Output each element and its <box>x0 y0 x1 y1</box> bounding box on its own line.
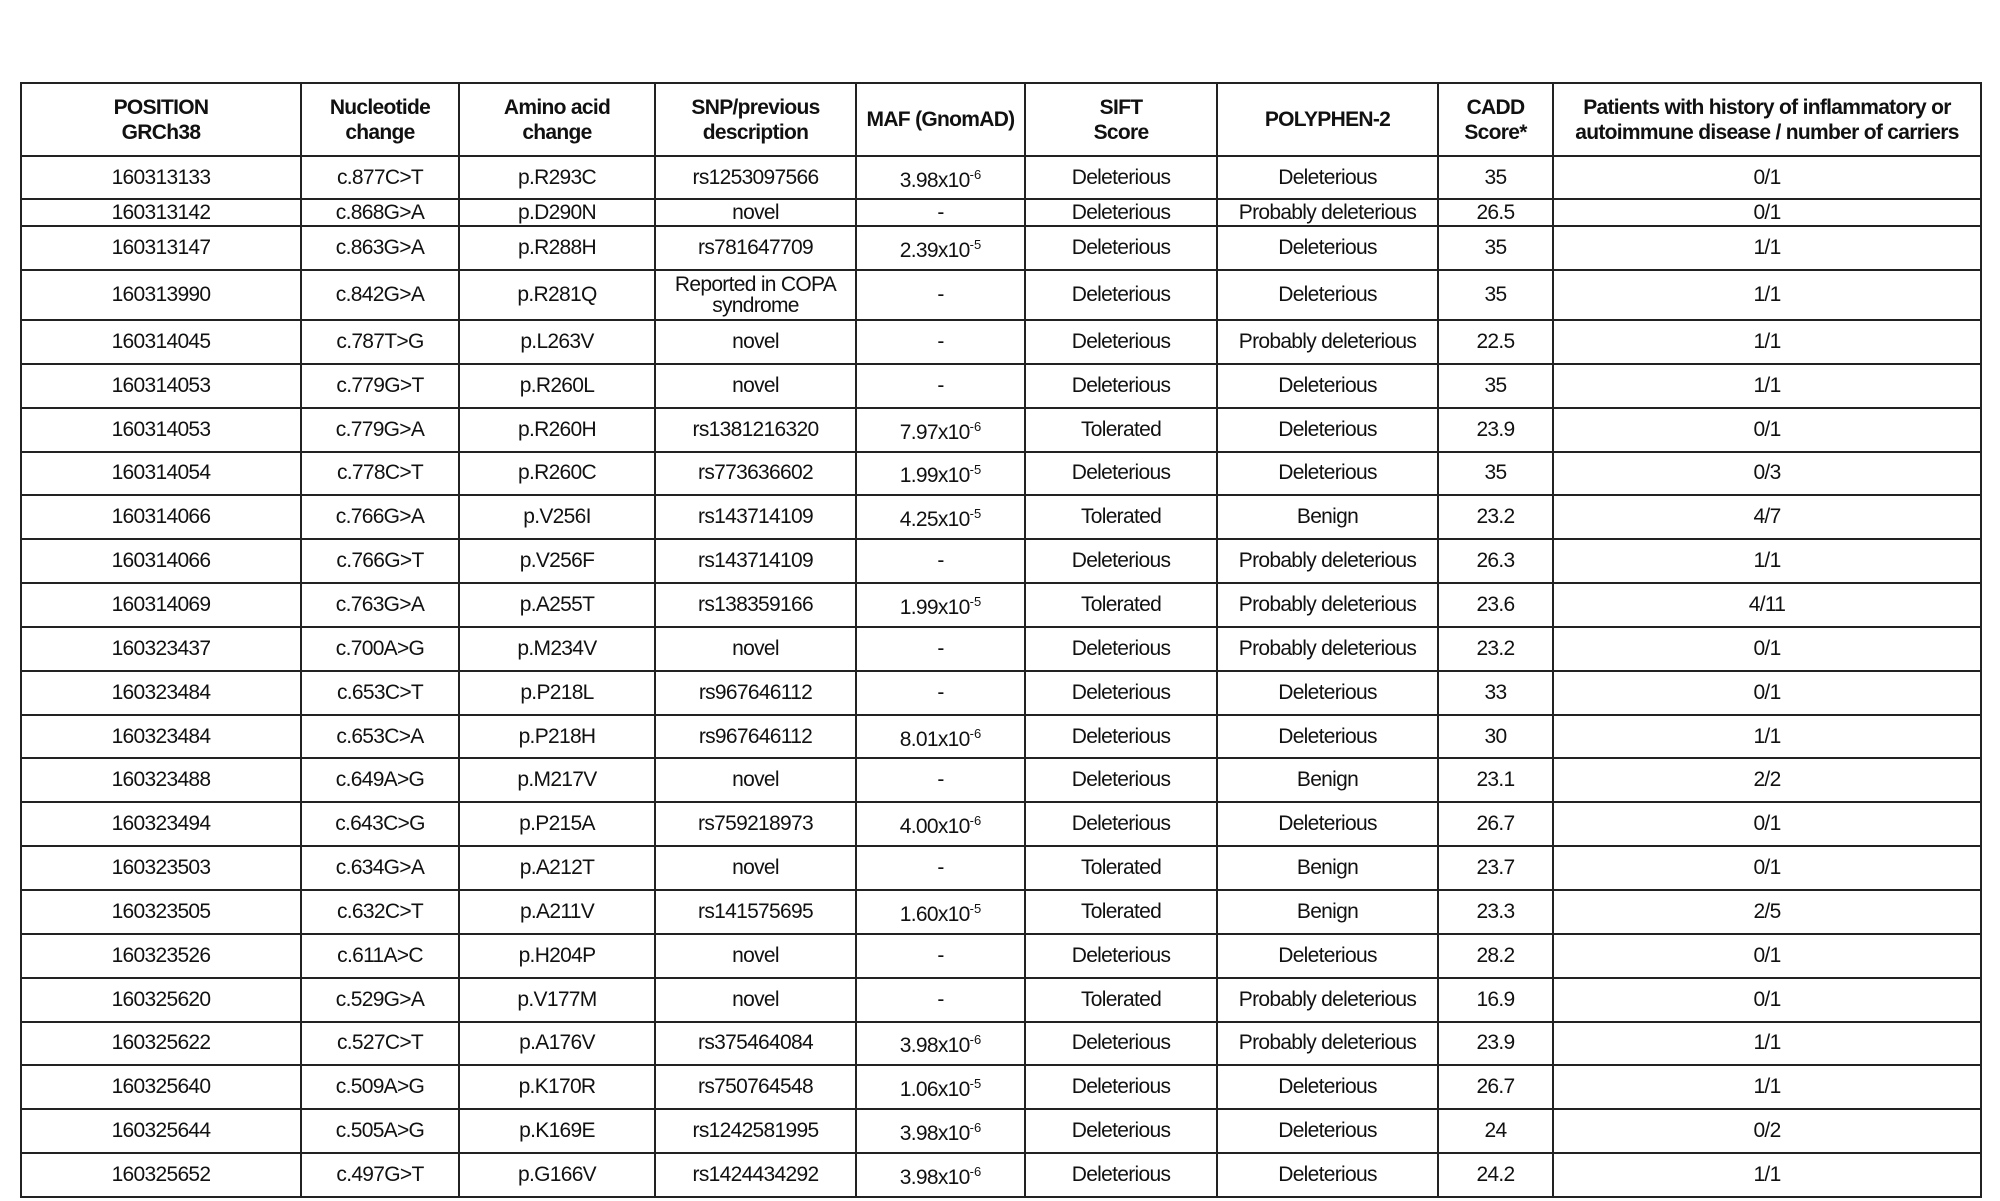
sift-score-cell: Deleterious <box>1025 320 1217 364</box>
maf-cell <box>856 408 1025 452</box>
polyphen-cell: Deleterious <box>1217 1153 1438 1197</box>
snp-description-cell: rs375464084 <box>655 1022 856 1066</box>
patients-cell: 0/1 <box>1553 934 1981 978</box>
nucleotide-change-cell: c.842G>A <box>301 270 459 320</box>
amino-acid-change-cell: p.R260L <box>459 364 655 408</box>
header-patients: Patients with history of inflammatory or autoimmune disease / number of carriers <box>1553 83 1981 156</box>
patients-cell: 1/1 <box>1553 320 1981 364</box>
maf-exponent: -6 <box>969 1032 982 1048</box>
cadd-score-cell: 35 <box>1438 452 1553 496</box>
patients-cell: 1/1 <box>1553 226 1981 270</box>
cadd-score-cell: 23.3 <box>1438 890 1553 934</box>
position-cell: 160313142 <box>21 199 301 226</box>
position-cell: 160313147 <box>21 226 301 270</box>
maf-cell <box>856 715 1025 759</box>
nucleotide-change-cell: c.766G>A <box>301 495 459 539</box>
position-cell: 160325622 <box>21 1022 301 1066</box>
maf-mantissa: 2.39x10 <box>899 239 970 262</box>
patients-cell: 1/1 <box>1553 1022 1981 1066</box>
amino-acid-change-cell: p.V256F <box>459 539 655 583</box>
cadd-score-cell: 16.9 <box>1438 978 1553 1022</box>
sift-score-cell: Deleterious <box>1025 1109 1217 1153</box>
snp-description-cell: rs1381216320 <box>655 408 856 452</box>
amino-acid-change-cell: p.P218L <box>459 671 655 715</box>
amino-acid-change-cell: p.G166V <box>459 1153 655 1197</box>
table-row <box>21 408 1981 452</box>
maf-exponent: -6 <box>969 725 982 741</box>
patients-cell: 1/1 <box>1553 715 1981 759</box>
polyphen-cell: Probably deleterious <box>1217 627 1438 671</box>
position-cell: 160325652 <box>21 1153 301 1197</box>
polyphen-cell: Deleterious <box>1217 1109 1438 1153</box>
maf-cell: - <box>856 270 1025 320</box>
maf-mantissa: 4.00x10 <box>899 815 970 839</box>
sift-score-cell: Deleterious <box>1025 1065 1217 1109</box>
amino-acid-change-cell: p.L263V <box>459 320 655 364</box>
maf-cell: - <box>856 934 1025 978</box>
maf-cell <box>856 1153 1025 1197</box>
nucleotide-change-cell: c.868G>A <box>301 199 459 226</box>
amino-acid-change-cell: p.R293C <box>459 156 655 199</box>
maf-mantissa: 3.98x10 <box>899 1122 970 1146</box>
maf-cell: - <box>856 758 1025 802</box>
polyphen-cell: Benign <box>1217 890 1438 934</box>
table-row <box>21 802 1981 846</box>
patients-cell: 1/1 <box>1553 270 1981 320</box>
cadd-score-cell: 23.9 <box>1438 408 1553 452</box>
polyphen-cell: Deleterious <box>1217 364 1438 408</box>
table-row <box>21 583 1981 627</box>
snp-description-cell: novel <box>655 758 856 802</box>
cadd-score-cell: 23.7 <box>1438 846 1553 890</box>
header-cadd-score: CADD Score* <box>1438 83 1553 156</box>
maf-cell: - <box>856 671 1025 715</box>
maf-mantissa: 8.01x10 <box>899 727 970 751</box>
position-cell: 160314054 <box>21 452 301 496</box>
nucleotide-change-cell: c.529G>A <box>301 978 459 1022</box>
polyphen-cell: Deleterious <box>1217 1065 1438 1109</box>
patients-cell: 0/3 <box>1553 452 1981 496</box>
maf-mantissa: 3.98x10 <box>899 1165 970 1189</box>
sift-score-cell: Deleterious <box>1025 156 1217 199</box>
snp-description-cell: rs1424434292 <box>655 1153 856 1197</box>
sift-score-cell: Deleterious <box>1025 1022 1217 1066</box>
table-row <box>21 627 1981 671</box>
position-cell: 160325644 <box>21 1109 301 1153</box>
amino-acid-change-cell: p.H204P <box>459 934 655 978</box>
maf-cell: - <box>856 320 1025 364</box>
polyphen-cell: Deleterious <box>1217 715 1438 759</box>
cadd-score-cell: 23.2 <box>1438 495 1553 539</box>
table-row <box>21 539 1981 583</box>
header-sift-score: SIFT Score <box>1025 83 1217 156</box>
table-row <box>21 934 1981 978</box>
nucleotide-change-cell: c.779G>T <box>301 364 459 408</box>
nucleotide-change-cell: c.700A>G <box>301 627 459 671</box>
snp-description-cell: rs143714109 <box>655 539 856 583</box>
polyphen-cell: Deleterious <box>1217 156 1438 199</box>
polyphen-cell: Deleterious <box>1217 802 1438 846</box>
maf-mantissa: 7.97x10 <box>899 420 970 444</box>
patients-cell: 0/1 <box>1553 978 1981 1022</box>
table-row <box>21 320 1981 364</box>
nucleotide-change-cell: c.505A>G <box>301 1109 459 1153</box>
maf-cell: - <box>856 627 1025 671</box>
snp-description-cell: Reported in COPA syndrome <box>655 270 856 320</box>
position-cell: 160325640 <box>21 1065 301 1109</box>
maf-exponent: -5 <box>969 593 982 609</box>
maf-cell <box>856 802 1025 846</box>
cadd-score-cell: 23.6 <box>1438 583 1553 627</box>
nucleotide-change-cell: c.649A>G <box>301 758 459 802</box>
cadd-score-cell: 33 <box>1438 671 1553 715</box>
patients-cell: 0/1 <box>1553 408 1981 452</box>
patients-cell: 1/1 <box>1553 539 1981 583</box>
polyphen-cell: Probably deleterious <box>1217 539 1438 583</box>
nucleotide-change-cell: c.611A>C <box>301 934 459 978</box>
cadd-score-cell: 26.7 <box>1438 1065 1553 1109</box>
nucleotide-change-cell: c.863G>A <box>301 226 459 270</box>
cadd-score-cell: 23.9 <box>1438 1022 1553 1066</box>
sift-score-cell: Deleterious <box>1025 802 1217 846</box>
position-cell: 160323526 <box>21 934 301 978</box>
amino-acid-change-cell: p.D290N <box>459 199 655 226</box>
sift-score-cell: Deleterious <box>1025 715 1217 759</box>
maf-cell <box>856 1109 1025 1153</box>
amino-acid-change-cell: p.P218H <box>459 715 655 759</box>
maf-cell: - <box>856 978 1025 1022</box>
nucleotide-change-cell: c.766G>T <box>301 539 459 583</box>
table-row <box>21 758 1981 802</box>
maf-cell: - <box>856 846 1025 890</box>
table-row <box>21 452 1981 496</box>
nucleotide-change-cell: c.778C>T <box>301 452 459 496</box>
nucleotide-change-cell: c.509A>G <box>301 1065 459 1109</box>
cadd-score-cell: 30 <box>1438 715 1553 759</box>
cadd-score-cell: 35 <box>1438 226 1553 270</box>
polyphen-cell: Benign <box>1217 495 1438 539</box>
table-row <box>21 364 1981 408</box>
position-cell: 160323488 <box>21 758 301 802</box>
amino-acid-change-cell: p.A255T <box>459 583 655 627</box>
patients-cell: 0/1 <box>1553 627 1981 671</box>
maf-exponent: -5 <box>969 506 982 522</box>
sift-score-cell: Deleterious <box>1025 226 1217 270</box>
maf-cell: - <box>856 199 1025 226</box>
sift-score-cell: Deleterious <box>1025 364 1217 408</box>
amino-acid-change-cell: p.V177M <box>459 978 655 1022</box>
nucleotide-change-cell: c.787T>G <box>301 320 459 364</box>
polyphen-cell: Probably deleterious <box>1217 199 1438 226</box>
position-cell: 160323437 <box>21 627 301 671</box>
position-cell: 160323505 <box>21 890 301 934</box>
maf-exponent: -5 <box>969 237 982 252</box>
maf-exponent: -6 <box>969 1120 982 1136</box>
table-row <box>21 226 1981 270</box>
sift-score-cell: Deleterious <box>1025 1153 1217 1197</box>
maf-exponent: -6 <box>969 1163 982 1179</box>
maf-mantissa: 3.98x10 <box>899 1034 970 1058</box>
cadd-score-cell: 24.2 <box>1438 1153 1553 1197</box>
header-snp-description: SNP/previous description <box>655 83 856 156</box>
maf-cell: - <box>856 364 1025 408</box>
header-maf: MAF (GnomAD) <box>856 83 1025 156</box>
cadd-score-cell: 35 <box>1438 156 1553 199</box>
patients-cell: 0/1 <box>1553 846 1981 890</box>
polyphen-cell: Deleterious <box>1217 934 1438 978</box>
amino-acid-change-cell: p.R260C <box>459 452 655 496</box>
cadd-score-cell: 26.3 <box>1438 539 1553 583</box>
snp-description-cell: rs138359166 <box>655 583 856 627</box>
snp-description-cell: novel <box>655 364 856 408</box>
nucleotide-change-cell: c.634G>A <box>301 846 459 890</box>
sift-score-cell: Deleterious <box>1025 758 1217 802</box>
table-row <box>21 715 1981 759</box>
snp-description-cell: rs967646112 <box>655 715 856 759</box>
snp-description-cell: rs143714109 <box>655 495 856 539</box>
cadd-score-cell: 35 <box>1438 364 1553 408</box>
amino-acid-change-cell: p.A212T <box>459 846 655 890</box>
patients-cell: 0/1 <box>1553 802 1981 846</box>
header-nucleotide-change: Nucleotide change <box>301 83 459 156</box>
amino-acid-change-cell: p.M217V <box>459 758 655 802</box>
table-row <box>21 671 1981 715</box>
sift-score-cell: Deleterious <box>1025 199 1217 226</box>
nucleotide-change-cell: c.497G>T <box>301 1153 459 1197</box>
table-row <box>21 270 1981 320</box>
table-row <box>21 1065 1981 1109</box>
amino-acid-change-cell: p.K170R <box>459 1065 655 1109</box>
maf-cell <box>856 1065 1025 1109</box>
position-cell: 160314053 <box>21 408 301 452</box>
snp-description-cell: rs759218973 <box>655 802 856 846</box>
sift-score-cell: Deleterious <box>1025 452 1217 496</box>
nucleotide-change-cell: c.643C>G <box>301 802 459 846</box>
sift-score-cell: Tolerated <box>1025 978 1217 1022</box>
sift-score-cell: Deleterious <box>1025 270 1217 320</box>
position-cell: 160314069 <box>21 583 301 627</box>
table-body <box>21 156 1981 1197</box>
polyphen-cell: Probably deleterious <box>1217 1022 1438 1066</box>
amino-acid-change-cell: p.R281Q <box>459 270 655 320</box>
maf-cell <box>856 583 1025 627</box>
header-amino-acid-change: Amino acid change <box>459 83 655 156</box>
cadd-score-cell: 26.7 <box>1438 802 1553 846</box>
maf-mantissa: 3.98x10 <box>899 168 970 192</box>
maf-cell <box>856 156 1025 199</box>
polyphen-cell: Deleterious <box>1217 408 1438 452</box>
snp-description-cell: rs750764548 <box>655 1065 856 1109</box>
cadd-score-cell: 24 <box>1438 1109 1553 1153</box>
patients-cell: 2/5 <box>1553 890 1981 934</box>
table-row <box>21 156 1981 199</box>
table-row <box>21 1109 1981 1153</box>
sift-score-cell: Tolerated <box>1025 495 1217 539</box>
table-row <box>21 199 1981 226</box>
patients-cell: 0/1 <box>1553 156 1981 199</box>
polyphen-cell: Deleterious <box>1217 226 1438 270</box>
table-row <box>21 846 1981 890</box>
maf-mantissa: 1.99x10 <box>899 595 970 619</box>
polyphen-cell: Deleterious <box>1217 452 1438 496</box>
cadd-score-cell: 23.1 <box>1438 758 1553 802</box>
maf-mantissa: 1.99x10 <box>899 464 970 488</box>
header-row <box>21 83 1981 156</box>
sift-score-cell: Tolerated <box>1025 583 1217 627</box>
nucleotide-change-cell: c.653C>T <box>301 671 459 715</box>
polyphen-cell: Deleterious <box>1217 671 1438 715</box>
maf-cell <box>856 890 1025 934</box>
polyphen-cell: Benign <box>1217 758 1438 802</box>
maf-mantissa: 4.25x10 <box>899 508 970 532</box>
sift-score-cell: Deleterious <box>1025 934 1217 978</box>
amino-acid-change-cell: p.K169E <box>459 1109 655 1153</box>
patients-cell: 1/1 <box>1553 1153 1981 1197</box>
position-cell: 160314053 <box>21 364 301 408</box>
header-position: POSITION GRCh38 <box>21 83 301 156</box>
table-row <box>21 890 1981 934</box>
maf-cell: - <box>856 539 1025 583</box>
amino-acid-change-cell: p.A176V <box>459 1022 655 1066</box>
sift-score-cell: Tolerated <box>1025 846 1217 890</box>
position-cell: 160313133 <box>21 156 301 199</box>
nucleotide-change-cell: c.632C>T <box>301 890 459 934</box>
amino-acid-change-cell: p.R288H <box>459 226 655 270</box>
cadd-score-cell: 28.2 <box>1438 934 1553 978</box>
patients-cell: 4/11 <box>1553 583 1981 627</box>
snp-description-cell: novel <box>655 978 856 1022</box>
snp-description-cell: rs967646112 <box>655 671 856 715</box>
maf-mantissa: 1.06x10 <box>899 1078 970 1102</box>
polyphen-cell: Benign <box>1217 846 1438 890</box>
table-row <box>21 978 1981 1022</box>
position-cell: 160325620 <box>21 978 301 1022</box>
nucleotide-change-cell: c.877C>T <box>301 156 459 199</box>
patients-cell: 0/2 <box>1553 1109 1981 1153</box>
table-row <box>21 1022 1981 1066</box>
snp-description-cell: novel <box>655 199 856 226</box>
patients-cell: 1/1 <box>1553 364 1981 408</box>
position-cell: 160313990 <box>21 270 301 320</box>
sift-score-cell: Deleterious <box>1025 539 1217 583</box>
snp-description-cell: rs773636602 <box>655 452 856 496</box>
snp-description-cell: rs141575695 <box>655 890 856 934</box>
maf-mantissa: 1.60x10 <box>899 902 970 926</box>
position-cell: 160323503 <box>21 846 301 890</box>
snp-description-cell: rs1253097566 <box>655 156 856 199</box>
maf-cell <box>856 226 1025 270</box>
amino-acid-change-cell: p.V256I <box>459 495 655 539</box>
polyphen-cell: Probably deleterious <box>1217 978 1438 1022</box>
nucleotide-change-cell: c.779G>A <box>301 408 459 452</box>
snp-description-cell: novel <box>655 320 856 364</box>
position-cell: 160323484 <box>21 671 301 715</box>
amino-acid-change-cell: p.A211V <box>459 890 655 934</box>
maf-exponent: -5 <box>969 462 982 478</box>
cadd-score-cell: 26.5 <box>1438 199 1553 226</box>
snp-description-cell: rs781647709 <box>655 226 856 270</box>
maf-exponent: -5 <box>969 900 982 916</box>
patients-cell: 4/7 <box>1553 495 1981 539</box>
position-cell: 160314045 <box>21 320 301 364</box>
header-polyphen-2: POLYPHEN-2 <box>1217 83 1438 156</box>
table-row <box>21 1153 1981 1197</box>
maf-exponent: -6 <box>969 813 982 829</box>
sift-score-cell: Deleterious <box>1025 671 1217 715</box>
cadd-score-cell: 23.2 <box>1438 627 1553 671</box>
nucleotide-change-cell: c.653C>A <box>301 715 459 759</box>
maf-cell <box>856 495 1025 539</box>
variants-table <box>20 82 1982 1198</box>
snp-description-cell: novel <box>655 846 856 890</box>
snp-description-cell: novel <box>655 627 856 671</box>
patients-cell: 0/1 <box>1553 199 1981 226</box>
polyphen-cell: Deleterious <box>1217 270 1438 320</box>
cadd-score-cell: 22.5 <box>1438 320 1553 364</box>
sift-score-cell: Deleterious <box>1025 627 1217 671</box>
position-cell: 160314066 <box>21 495 301 539</box>
sift-score-cell: Tolerated <box>1025 890 1217 934</box>
patients-cell: 0/1 <box>1553 671 1981 715</box>
polyphen-cell: Probably deleterious <box>1217 583 1438 627</box>
patients-cell: 1/1 <box>1553 1065 1981 1109</box>
snp-description-cell: novel <box>655 934 856 978</box>
nucleotide-change-cell: c.763G>A <box>301 583 459 627</box>
sift-score-cell: Tolerated <box>1025 408 1217 452</box>
amino-acid-change-cell: p.P215A <box>459 802 655 846</box>
table-row <box>21 495 1981 539</box>
maf-exponent: -6 <box>969 418 982 434</box>
cadd-score-cell: 35 <box>1438 270 1553 320</box>
maf-cell <box>856 1022 1025 1066</box>
amino-acid-change-cell: p.R260H <box>459 408 655 452</box>
patients-cell: 2/2 <box>1553 758 1981 802</box>
nucleotide-change-cell: c.527C>T <box>301 1022 459 1066</box>
snp-description-cell: rs1242581995 <box>655 1109 856 1153</box>
position-cell: 160323484 <box>21 715 301 759</box>
amino-acid-change-cell: p.M234V <box>459 627 655 671</box>
position-cell: 160314066 <box>21 539 301 583</box>
polyphen-cell: Probably deleterious <box>1217 320 1438 364</box>
maf-exponent: -6 <box>969 166 982 182</box>
maf-cell <box>856 452 1025 496</box>
position-cell: 160323494 <box>21 802 301 846</box>
maf-exponent: -5 <box>969 1076 982 1092</box>
